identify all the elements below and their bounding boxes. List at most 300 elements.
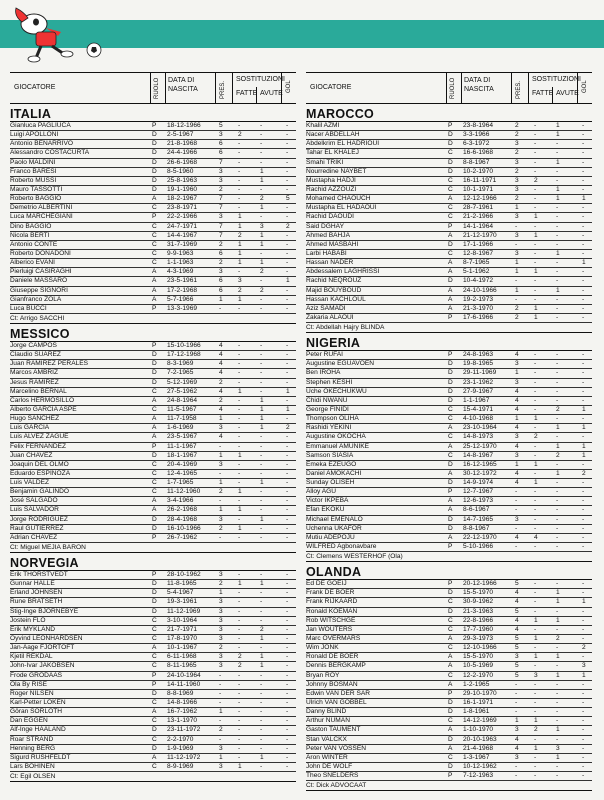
player-name: George FINIDI <box>306 405 349 413</box>
player-name: John DE WOLF <box>306 763 353 770</box>
subs-had: - <box>260 351 263 359</box>
subs-had: 1 <box>260 259 264 267</box>
subs-made: 1 <box>238 451 242 459</box>
player-goals: - <box>286 451 289 459</box>
subs-had: - <box>260 717 263 725</box>
player-name: Roberto MUSSI <box>10 176 57 184</box>
player-name: Luis ALVEZ ZAGUE <box>10 433 69 441</box>
player-goals: - <box>582 433 585 441</box>
player-dob: 10-4-1972 <box>463 277 494 285</box>
player-name: Majid BOUYBOUD <box>306 286 362 294</box>
table-row <box>10 168 296 177</box>
player-role: C <box>448 149 453 157</box>
player-goals: - <box>286 231 289 239</box>
subs-made: - <box>534 295 537 303</box>
player-dob: 20-10-1963 <box>463 735 497 743</box>
player-apps: 4 <box>515 351 519 359</box>
player-name: Alf-Inge HAALAND <box>10 726 66 734</box>
player-name: Stan VALCKX <box>306 735 347 743</box>
player-role: P <box>152 680 157 688</box>
player-role: D <box>448 167 453 175</box>
player-role: D <box>448 277 453 285</box>
player-goals: - <box>286 635 289 643</box>
subs-made: - <box>534 222 537 230</box>
subs-made: - <box>534 149 537 157</box>
subs-made: - <box>534 405 537 413</box>
subs-had: 1 <box>556 195 560 203</box>
player-role: D <box>448 140 453 148</box>
subs-had: 1 <box>556 726 560 734</box>
player-apps: 2 <box>515 167 519 175</box>
player-apps: 3 <box>219 176 223 184</box>
table-row <box>306 140 592 149</box>
player-goals: - <box>582 213 585 221</box>
subs-made: 1 <box>238 524 242 532</box>
player-goals: - <box>582 185 585 193</box>
player-role: D <box>152 524 157 532</box>
player-goals: 1 <box>582 405 586 413</box>
table-row <box>10 360 296 369</box>
subs-had: - <box>260 451 263 459</box>
player-goals: 1 <box>582 442 586 450</box>
subs-made: - <box>238 598 241 606</box>
player-apps: - <box>219 735 222 743</box>
player-dob: 5-1-1962 <box>463 268 490 276</box>
subs-had: 3 <box>556 744 560 752</box>
player-goals: - <box>286 304 289 312</box>
player-goals: - <box>286 515 289 523</box>
subs-made: - <box>238 515 241 523</box>
subs-made: - <box>534 351 537 359</box>
subs-had: - <box>260 497 263 505</box>
subs-had: - <box>260 524 263 532</box>
player-apps: 3 <box>219 744 223 752</box>
table-row <box>306 287 592 296</box>
pres-header: PRES. <box>516 80 522 99</box>
player-name: Raul GUTIERREZ <box>10 524 64 532</box>
subs-had: - <box>260 387 263 395</box>
player-goals: - <box>582 479 585 487</box>
player-goals: - <box>286 708 289 716</box>
player-role: C <box>448 717 453 725</box>
player-role: P <box>448 351 453 359</box>
player-name: Henning BERG <box>10 744 56 752</box>
table-row <box>306 662 592 671</box>
player-dob: 8-7-1965 <box>463 259 490 267</box>
table-row <box>10 277 296 286</box>
player-dob: 1-7-1965 <box>167 479 194 487</box>
player-dob: 19-2-1973 <box>463 295 494 303</box>
subs-had: - <box>556 543 559 551</box>
player-role: A <box>152 396 157 404</box>
subs-had: 1 <box>556 286 560 294</box>
player-role: C <box>152 204 157 212</box>
player-dob: 7-2-1965 <box>167 369 194 377</box>
player-apps: 5 <box>515 607 519 615</box>
player-apps: 2 <box>219 726 223 734</box>
subs-had: - <box>260 689 263 697</box>
subs-made: - <box>534 763 537 770</box>
player-dob: 1-2-1965 <box>463 680 490 688</box>
player-name: Ed DE GOEIJ <box>306 580 347 588</box>
player-goals: - <box>286 662 289 670</box>
player-name: Juan RAMIREZ PERALES <box>10 360 89 368</box>
subs-made: 1 <box>534 635 538 643</box>
subs-made: 1 <box>534 717 538 725</box>
player-apps: 3 <box>219 167 223 175</box>
subs-made: - <box>238 369 241 377</box>
table-row <box>10 608 296 617</box>
player-apps: 1 <box>219 415 223 423</box>
player-dob: 8-8-1967 <box>463 158 490 166</box>
subs-made: - <box>238 735 241 743</box>
player-role: P <box>152 533 157 541</box>
subs-made: - <box>238 460 241 468</box>
player-goals: - <box>286 460 289 468</box>
player-goals: - <box>286 396 289 404</box>
player-name: Stig-Inge BJORNEBYE <box>10 607 79 615</box>
player-role: A <box>152 415 157 423</box>
subs-made: - <box>238 635 241 643</box>
table-row <box>10 177 296 186</box>
subs-made: 1 <box>534 479 538 487</box>
player-role: A <box>448 195 453 203</box>
player-goals: 3 <box>582 662 586 670</box>
table-row <box>306 488 592 497</box>
player-dob: 14-8-1973 <box>463 433 494 441</box>
player-goals: - <box>582 524 585 532</box>
player-apps: 3 <box>515 158 519 166</box>
subs-had: - <box>556 240 559 248</box>
table-row <box>306 149 592 158</box>
player-role: A <box>448 744 453 752</box>
subs-made: 1 <box>534 744 538 752</box>
player-role: A <box>152 433 157 441</box>
player-apps: 3 <box>219 763 223 770</box>
subs-made: - <box>534 607 537 615</box>
subs-had: 1 <box>260 424 264 432</box>
player-apps: 4 <box>515 744 519 752</box>
player-name: Benjamin GALINDO <box>10 488 69 496</box>
player-dob: 18-2-1967 <box>167 195 198 203</box>
player-dob: 24-7-1971 <box>167 222 198 230</box>
player-goals: - <box>582 580 585 588</box>
subs-made: - <box>534 488 537 496</box>
player-goals: - <box>582 543 585 551</box>
player-dob: 8-5-1960 <box>167 167 194 175</box>
player-dob: 16-7-1962 <box>167 708 198 716</box>
player-apps: 2 <box>515 195 519 203</box>
subs-made: - <box>238 717 241 725</box>
player-goals: - <box>286 433 289 441</box>
coach-name: Ct: Miguel MEJIA BARON <box>10 543 296 553</box>
player-name: Gunnar HALLE <box>10 580 55 588</box>
player-name: Aziz SAMADI <box>306 304 346 312</box>
table-row <box>306 204 592 213</box>
team-name: MESSICO <box>10 327 296 342</box>
table-row <box>10 470 296 479</box>
table-row <box>306 277 592 286</box>
subs-had: - <box>260 571 263 579</box>
player-name: Demetrio ALBERTINI <box>10 204 73 212</box>
team-name: NORVEGIA <box>10 556 296 571</box>
player-dob: 21-3-1970 <box>463 304 494 312</box>
player-role: D <box>152 515 157 523</box>
player-name: Roberto DONADONI <box>10 249 71 257</box>
player-dob: 22-2-1966 <box>167 213 198 221</box>
player-apps: 2 <box>515 304 519 312</box>
player-goals: - <box>286 589 289 597</box>
subs-had: - <box>556 644 559 652</box>
player-dob: 11-7-1958 <box>167 415 197 423</box>
player-goals: 1 <box>286 387 290 395</box>
player-role: D <box>152 378 157 386</box>
subs-made: - <box>534 185 537 193</box>
subs-made: - <box>534 524 537 532</box>
table-row <box>10 488 296 497</box>
player-name: Aron WINTER <box>306 753 348 761</box>
player-role: D <box>448 479 453 487</box>
player-name: Lars BOHINEN <box>10 763 55 770</box>
player-name: Alberto GARCIA ASPE <box>10 405 77 413</box>
player-role: D <box>448 378 453 386</box>
player-dob: 10-2-1970 <box>463 167 494 175</box>
subs-made: 1 <box>534 415 538 423</box>
subs-had: 1 <box>556 598 560 606</box>
player-goals: - <box>286 131 289 139</box>
player-dob: 16-12-1965 <box>463 460 497 468</box>
table-row <box>10 589 296 598</box>
player-dob: 21-7-1971 <box>167 625 198 633</box>
player-apps: 3 <box>219 515 223 523</box>
player-dob: 5-4-1967 <box>167 589 194 597</box>
player-name: Rachid DAOUDI <box>306 213 355 221</box>
player-role: D <box>152 351 157 359</box>
player-dob: 21-3-1963 <box>463 607 494 615</box>
subs-made: - <box>238 204 241 212</box>
subs-made: 1 <box>238 295 242 303</box>
player-apps: 3 <box>219 268 223 276</box>
player-role: P <box>152 671 157 679</box>
player-apps: 4 <box>515 396 519 404</box>
player-goals: - <box>582 772 585 780</box>
subs-made: 2 <box>238 662 242 670</box>
player-role: A <box>152 195 157 203</box>
table-row <box>306 360 592 369</box>
subs-had: - <box>260 149 263 157</box>
table-row <box>306 543 592 552</box>
player-name: Eduardo ESPINOZA <box>10 469 71 477</box>
coach-name: Ct: Dick ADVOCAAT <box>306 781 592 791</box>
player-name: Gianluca PAGLIUCA <box>10 122 71 129</box>
table-row <box>10 397 296 406</box>
player-goals: 2 <box>286 222 290 230</box>
player-goals: - <box>286 369 289 377</box>
player-role: C <box>152 625 157 633</box>
player-role: P <box>152 442 157 450</box>
player-name: Emmanuel AMUNIKE <box>306 442 370 450</box>
player-apps: - <box>219 304 222 312</box>
player-role: D <box>152 167 157 175</box>
player-apps: 3 <box>515 653 519 661</box>
table-row <box>10 379 296 388</box>
player-dob: 21-8-1968 <box>167 140 198 148</box>
player-dob: 2-5-1967 <box>167 131 194 139</box>
player-apps: 4 <box>219 360 223 368</box>
subs-had: - <box>260 295 263 303</box>
player-name: Ronald DE BOER <box>306 653 359 661</box>
player-goals: 5 <box>286 195 290 203</box>
table-row <box>10 653 296 662</box>
player-role: A <box>152 644 157 652</box>
player-goals: - <box>286 763 289 770</box>
player-role: C <box>448 249 453 257</box>
player-goals: - <box>582 635 585 643</box>
subs-made: - <box>534 580 537 588</box>
player-apps: 6 <box>219 286 223 294</box>
player-header: GIOCATORE <box>14 84 56 91</box>
player-apps: 3 <box>515 213 519 221</box>
subs-had: - <box>556 580 559 588</box>
player-goals: - <box>286 295 289 303</box>
player-apps: 4 <box>219 433 223 441</box>
subs-made: - <box>238 533 241 541</box>
player-dob: 1-1-1963 <box>167 259 194 267</box>
player-apps: 3 <box>515 176 519 184</box>
player-apps: - <box>515 277 518 285</box>
subs-had: - <box>260 680 263 688</box>
player-role: P <box>448 488 453 496</box>
player-apps: 4 <box>515 625 519 633</box>
subs-made: - <box>238 360 241 368</box>
player-goals: - <box>582 744 585 752</box>
player-name: Luis GARCIA <box>10 424 50 432</box>
player-dob: 11-1-1967 <box>167 442 197 450</box>
table-row <box>10 461 296 470</box>
player-name: Ben IROHA <box>306 369 341 377</box>
subs-had: - <box>556 369 559 377</box>
player-role: C <box>152 405 157 413</box>
subs-had: - <box>260 460 263 468</box>
player-dob: 26-6-1968 <box>167 158 198 166</box>
player-name: Victor IKPEBA <box>306 497 349 505</box>
subs-made: - <box>238 708 241 716</box>
player-role: A <box>152 708 157 716</box>
player-name: Mustapha EL HADAOUI <box>306 204 377 212</box>
player-apps: - <box>219 497 222 505</box>
player-apps: 1 <box>515 717 519 725</box>
subs-made: - <box>534 204 537 212</box>
player-name: Antonio CONTE <box>10 240 58 248</box>
player-apps: 3 <box>219 213 223 221</box>
player-dob: 11-12-1960 <box>167 488 201 496</box>
subs-had: - <box>556 268 559 276</box>
player-goals: - <box>582 689 585 697</box>
table-row <box>10 681 296 690</box>
subs-made: - <box>238 644 241 652</box>
player-name: Alloy AGU <box>306 488 337 496</box>
player-dob: 29-10-1970 <box>463 689 497 697</box>
player-goals: - <box>582 497 585 505</box>
table-row <box>10 516 296 525</box>
player-name: Luis VALDEZ <box>10 479 50 487</box>
player-goals: - <box>582 158 585 166</box>
player-goals: - <box>582 460 585 468</box>
player-goals: - <box>582 304 585 312</box>
player-dob: 9-9-1963 <box>167 249 194 257</box>
player-role: P <box>152 571 157 579</box>
table-row <box>10 754 296 763</box>
subs-had: - <box>260 122 263 129</box>
player-name: Daniele MASSARO <box>10 277 68 285</box>
player-role: D <box>152 158 157 166</box>
player-goals: - <box>582 726 585 734</box>
table-row <box>10 433 296 442</box>
subs-made: 1 <box>238 506 242 514</box>
subs-made: - <box>534 469 537 477</box>
player-apps: - <box>219 442 222 450</box>
player-dob: 8-8-1967 <box>463 524 490 532</box>
player-goals: - <box>582 735 585 743</box>
player-dob: 23-10-1964 <box>463 424 497 432</box>
subs-made: 1 <box>534 460 538 468</box>
player-role: A <box>152 268 157 276</box>
player-apps: - <box>515 222 518 230</box>
player-role: A <box>152 295 157 303</box>
player-role: C <box>448 753 453 761</box>
player-name: Franco BARESI <box>10 167 57 175</box>
player-name: Luigi APOLLONI <box>10 131 59 139</box>
table-row <box>10 644 296 653</box>
player-name: Rune BRATSETH <box>10 598 63 606</box>
player-apps: 1 <box>219 295 223 303</box>
player-goals: - <box>582 277 585 285</box>
role-header: RUOLO <box>154 77 160 99</box>
subs-had: - <box>556 387 559 395</box>
subs-had: 1 <box>556 249 560 257</box>
player-dob: 6-11-1968 <box>167 653 197 661</box>
subs-had: - <box>556 763 559 770</box>
table-header <box>306 72 592 104</box>
player-dob: 1-9-1969 <box>167 744 194 752</box>
player-dob: 5-7-1966 <box>167 295 194 303</box>
player-role: A <box>152 753 157 761</box>
player-role: A <box>448 259 453 267</box>
table-row <box>306 268 592 277</box>
subs-made: - <box>238 378 241 386</box>
subs-made: 1 <box>238 222 242 230</box>
player-apps: 1 <box>515 268 519 276</box>
player-dob: 15-4-1971 <box>463 405 494 413</box>
player-dob: 5-12-1969 <box>167 378 198 386</box>
player-apps: - <box>219 671 222 679</box>
player-name: Claudio SUAREZ <box>10 351 61 359</box>
player-name: Sigurd RUSHFELDT <box>10 753 71 761</box>
player-name: Bryan ROY <box>306 671 340 679</box>
player-apps: 4 <box>515 533 519 541</box>
player-goals: - <box>286 176 289 184</box>
player-role: A <box>448 497 453 505</box>
player-apps: 4 <box>219 369 223 377</box>
player-role: C <box>448 204 453 212</box>
player-role: A <box>448 662 453 670</box>
subs-made: 2 <box>238 231 242 239</box>
table-row <box>306 690 592 699</box>
player-header: GIOCATORE <box>310 84 352 91</box>
player-dob: 12-10-1966 <box>463 644 497 652</box>
table-row <box>306 159 592 168</box>
player-goals: - <box>286 268 289 276</box>
